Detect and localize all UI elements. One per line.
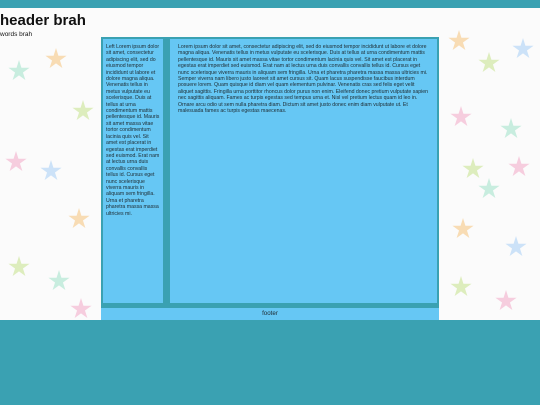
top-bar [0,0,540,8]
star-decoration [70,298,92,320]
star-decoration [68,208,90,230]
star-decoration [448,30,470,52]
star-decoration [40,160,62,182]
main-content-text: Lorem ipsum dolor sit amet, consectetur adipiscing elit, sed do eiusmod tempor incididunt ut labore et dolore magna aliqua. Venenatis tellus in metus vulputate eu scelerisque. Duis at tellus at urna condimentum mattis pellentesque id. Mauris sit amet massa vitae tortor condimentum lacinia quis vel. Sit amet est placerat in egestas erat imperdiet sed euismod. Erat nam at lectus urna duis convallis convallis tellus id. Cursus eget nunc scelerisque viverra mauris in aliquam sem fringilla. Urna et pharetra pharetra massa massa ultricies mi. Semper viverra nam libero justo laoreet sit amet cursus sit. Quam lacus suspendisse faucibus interdum posuere lorem. Quam quisque id diam vel quam elementum pulvinar. Venenatis cras sed felis eget velit aliquet sagittis. Fringilla urna porttitor rhoncus dolor purus non enim. Eleifend donec pretium vulputate sapien nec sagittis aliquam. Fames ac turpis egestas sed tempus urna et. Nisl vel pretium lectus quam id leo in. Ornare arcu odio ut sem nulla pharetra diam. Dictum sit amet justo donec enim diam vulputate ut. Et malesuada fames ac turpis egestas maecenas. [178,44,429,115]
star-decoration [505,236,527,258]
star-decoration [478,52,500,74]
star-decoration [508,156,530,178]
main-content [170,39,437,303]
star-decoration [452,218,474,240]
left-sidebar-text: Left Lorem ipsum dolor sit amet, consectetur adipiscing elit, sed do eiusmod tempor incididunt ut labore et dolore magna aliqua. Venenatis tellus in metus vulputate eu scelerisque. Duis at tellus at urna condimentum mattis pellentesque id. Mauris sit amet massa vitae tortor condimentum lacinia quis vel. Sit amet est placerat in egestas erat imperdiet sed euismod. Erat nam at lectus urna duis convallis convallis tellus id. Cursus eget nunc scelerisque viverra mauris in aliquam sem fringilla. Urna et pharetra pharetra massa massa ultricies mi. [106,44,160,217]
page-title: header brah [0,12,86,29]
star-decoration [72,100,94,122]
star-decoration [450,276,472,298]
star-decoration [8,256,30,278]
star-decoration [48,270,70,292]
star-decoration [500,118,522,140]
content-frame [101,37,439,312]
star-decoration [512,38,534,60]
footer-text: footer [262,310,278,317]
star-decoration [45,48,67,70]
star-decoration [8,60,30,82]
star-background [0,8,540,320]
star-decoration [450,106,472,128]
left-sidebar [103,39,163,303]
page-footer [101,308,439,320]
star-decoration [5,151,27,173]
page-subtitle: words brah [0,31,33,38]
star-decoration [462,158,484,180]
star-decoration [495,290,517,312]
star-decoration [478,178,500,200]
